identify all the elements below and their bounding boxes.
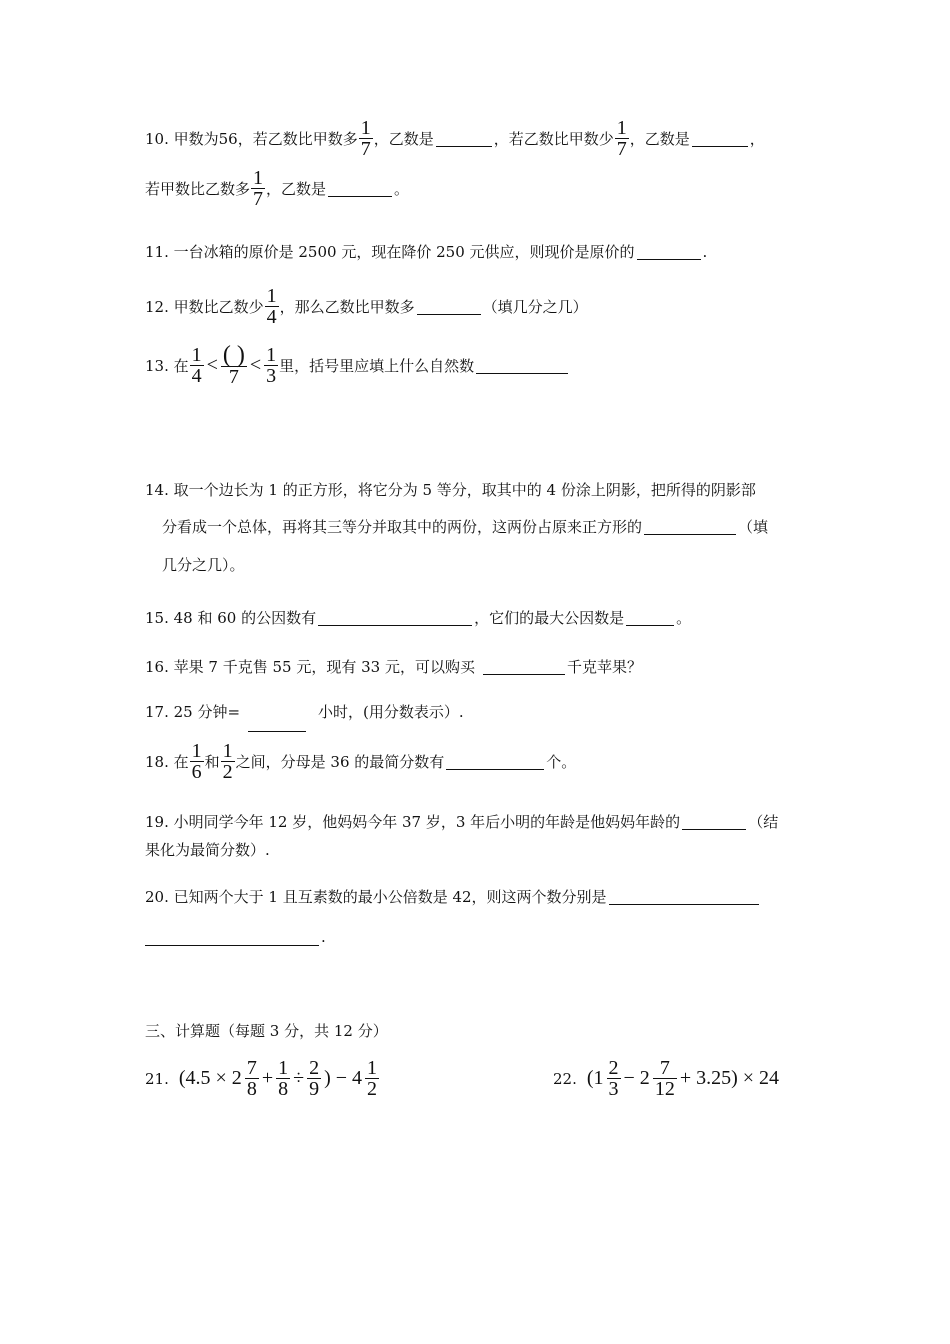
q16-text-2: 千克苹果？ xyxy=(566,658,642,676)
q19-line1 xyxy=(145,811,778,832)
q14-line2 xyxy=(162,516,768,537)
q22-label: 22. xyxy=(553,1069,577,1088)
q16-text-1: 16. 苹果 7 千克售 55 元，现有 33 元，可以购买 xyxy=(145,658,475,676)
q22-post: + 3.25) × 24 xyxy=(679,1067,780,1089)
q13-text-1: 13. 在 xyxy=(145,357,189,375)
q11-answer-blank[interactable] xyxy=(637,243,701,260)
q18-text-2: 和 xyxy=(204,753,220,771)
q10-answer-blank-3[interactable] xyxy=(328,180,392,197)
plus-sign: + xyxy=(261,1067,274,1089)
q10-answer-blank-1[interactable] xyxy=(436,130,492,147)
q13-text-2: 里，括号里应填上什么自然数 xyxy=(279,357,475,375)
q13-answer-blank[interactable] xyxy=(476,357,568,374)
q20-answer-blank-1[interactable] xyxy=(609,888,759,905)
q10-answer-blank-2[interactable] xyxy=(692,130,748,147)
q12-text-3: （填几分之几） xyxy=(482,298,588,316)
q20-answer-blank-2[interactable] xyxy=(145,929,319,946)
q12-text-2: ，那么乙数比甲数多 xyxy=(279,298,415,316)
q16-answer-blank[interactable] xyxy=(483,658,565,675)
q14-line3 xyxy=(162,554,245,575)
q10-text-1: 10. 甲数为56，若乙数比甲数多 xyxy=(145,130,358,148)
q22-expression xyxy=(553,1058,781,1099)
q21-pre: (4.5 × 2 xyxy=(178,1067,242,1089)
q15-answer-blank-2[interactable] xyxy=(626,609,674,626)
q17-text-1: 17. 25 分钟= xyxy=(145,703,241,721)
q21-label: 21. xyxy=(145,1069,169,1088)
q10-text-8: 。 xyxy=(394,180,410,198)
q14-answer-blank[interactable] xyxy=(644,518,736,535)
q10-text-5: ， xyxy=(749,130,765,148)
q17-line xyxy=(145,701,464,722)
q11-end: . xyxy=(702,242,708,261)
q17-text-2: 小时，(用分数表示）. xyxy=(318,703,464,721)
q15-text-1: 15. 48 和 60 的公因数有 xyxy=(145,609,317,627)
q12-line xyxy=(145,286,588,327)
less-than-sign: < xyxy=(206,354,218,376)
q10-line1 xyxy=(145,118,765,159)
q13-line xyxy=(145,344,570,387)
q18-text-3: 之间，分母是 36 的最简分数有 xyxy=(235,753,445,771)
fraction-1-2: $\frac{1}{2}$ xyxy=(222,740,233,783)
q10-text-6: 若甲数比乙数多 xyxy=(145,180,251,198)
q19-answer-blank[interactable] xyxy=(682,813,746,830)
fraction-2-9: $\frac{2}{9}$ xyxy=(309,1057,320,1100)
fraction-blank-7: $\frac{( )}{7}$ xyxy=(222,342,245,388)
fraction-1-4: $\frac{1}{4}$ xyxy=(266,285,277,328)
q11-text: 11. 一台冰箱的原价是 2500 元，现在降价 250 元供应，则现价是原价的 xyxy=(145,243,635,261)
fraction-1-2: $\frac{1}{2}$ xyxy=(367,1057,378,1100)
section-3-title-text: 三、计算题（每题 3 分，共 12 分） xyxy=(145,1022,388,1040)
fraction-2-3: $\frac{2}{3}$ xyxy=(608,1057,619,1100)
q10-text-2: ，乙数是 xyxy=(373,130,434,148)
fraction-1-8: $\frac{1}{8}$ xyxy=(278,1057,289,1100)
q19-text-1: 19. 小明同学今年 12 岁，他妈妈今年 37 岁，3 年后小明的年龄是他妈妈年龄的 xyxy=(145,813,681,831)
less-than-sign: < xyxy=(249,354,262,376)
q12-text-1: 12. 甲数比乙数少 xyxy=(145,298,264,316)
q16-line xyxy=(145,656,642,677)
q19-text-2: 果化为最简分数）. xyxy=(145,841,270,859)
q14-text-3: 几分之几）。 xyxy=(162,556,245,574)
q12-answer-blank[interactable] xyxy=(417,298,481,315)
fraction-1-7: $\frac{1}{7}$ xyxy=(616,117,627,160)
q19-text-1-end: （结 xyxy=(748,813,779,831)
q15-line xyxy=(145,607,691,628)
q21-expression xyxy=(145,1058,380,1099)
q14-line1 xyxy=(145,479,756,500)
q15-answer-blank-1[interactable] xyxy=(318,609,472,626)
fraction-1-7: $\frac{1}{7}$ xyxy=(360,117,371,160)
q17-answer-blank[interactable] xyxy=(248,715,306,732)
q18-answer-blank[interactable] xyxy=(446,753,544,770)
q14-text-1: 14. 取一个边长为 1 的正方形，将它分为 5 等分，取其中的 4 份涂上阴影，把所得的阴影部 xyxy=(145,481,756,499)
q20-line1 xyxy=(145,886,761,907)
section-3-title xyxy=(145,1020,388,1041)
fraction-1-4: $\frac{1}{4}$ xyxy=(191,344,202,387)
q20-text-1: 20. 已知两个大于 1 且互素数的最小公倍数是 42，则这两个数分别是 xyxy=(145,888,607,906)
q14-text-2: 分看成一个总体，再将其三等分并取其中的两份，这两份占原来正方形的 xyxy=(162,518,643,536)
q10-text-4: ，乙数是 xyxy=(629,130,690,148)
fraction-1-6: $\frac{1}{6}$ xyxy=(191,740,202,783)
q10-text-3: ，若乙数比甲数少 xyxy=(493,130,614,148)
q22-minus: − 2 xyxy=(623,1067,650,1089)
fraction-7-12: $\frac{7}{12}$ xyxy=(654,1057,675,1100)
q19-line2 xyxy=(145,839,270,860)
q18-text-1: 18. 在 xyxy=(145,753,189,771)
q18-line xyxy=(145,741,576,782)
q18-text-4: 个。 xyxy=(546,753,577,771)
fraction-1-7: $\frac{1}{7}$ xyxy=(253,167,264,210)
q20-line2 xyxy=(145,928,326,946)
q10-text-7: ，乙数是 xyxy=(266,180,327,198)
q22-pre: (1 xyxy=(586,1067,604,1089)
q21-mid: ) − 4 xyxy=(324,1067,363,1089)
q20-end: . xyxy=(321,928,326,946)
fraction-7-8: $\frac{7}{8}$ xyxy=(246,1057,257,1100)
q15-text-3: 。 xyxy=(676,609,692,627)
q11-line xyxy=(145,241,707,262)
divide-sign: ÷ xyxy=(293,1067,305,1089)
q15-text-2: ，它们的最大公因数是 xyxy=(474,609,625,627)
fraction-1-3: $\frac{1}{3}$ xyxy=(266,344,277,387)
q10-line2 xyxy=(145,168,409,209)
q14-text-2-end: （填 xyxy=(738,518,769,536)
